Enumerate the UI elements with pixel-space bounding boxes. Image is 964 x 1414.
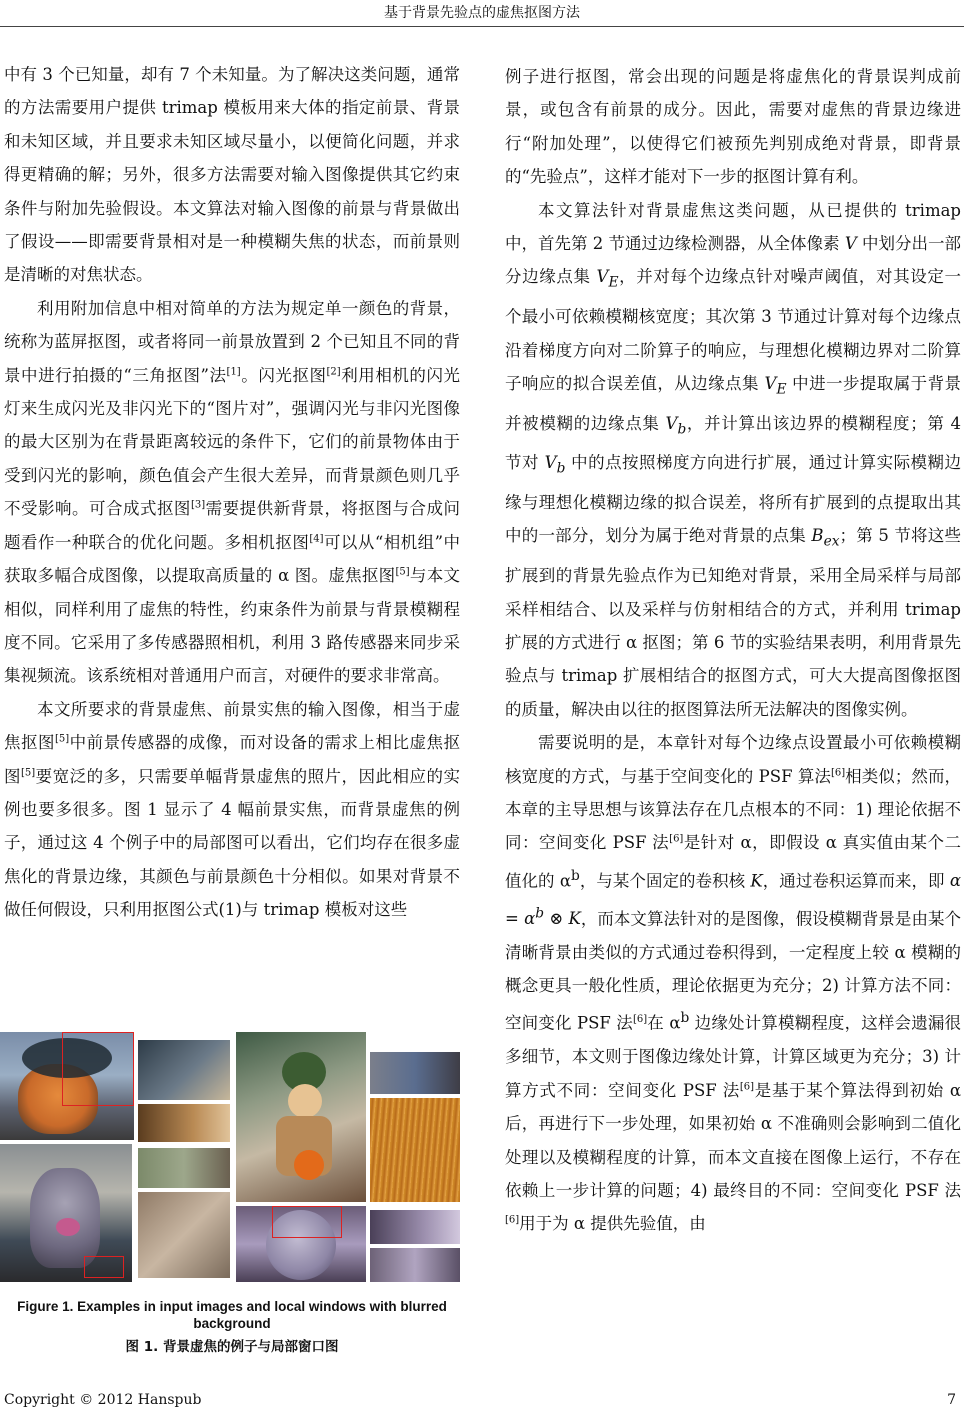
citation[interactable]: [6] — [830, 767, 846, 779]
figure-caption-chinese: 图 1. 背景虚焦的例子与局部窗口图 — [125, 1339, 339, 1355]
example-photo-3 — [0, 1144, 132, 1282]
left-paragraph-1: 中有 3 个已知量，却有 7 个未知量。为了解决这类问题，通常的方法需要用户提供 trimap 模板用来大体的指定前景、背景和未知区域，并且要求未知区域尽量小，以便简化问题，并求得更精确的解；另外，很多方法需要对输入图像提供其它约束条件与附加先验假设。本文算法对输入图像的前景与背景做出了假设——即需要背景相对是一种模糊失焦的状态，而前景则是清晰的对焦状态。 — [4, 65, 460, 285]
example-photo-1 — [0, 1032, 134, 1140]
right-paragraph-2: 本文算法针对背景虚焦这类问题，从已提供的 trimap 中，首先第 2 节通过边缘检测器，从全体像素 V 中划分出一部分边缘点集 $V_E$，并对每个边缘点针对噪声阈值，对其设定一个最小可依赖模糊核宽度；其次第 3 节通过计算对每个边缘点沿着梯度方向对二阶算子的响应，与理想化模糊边界对二阶算子响应的拟合误差值，从边缘点集 $V_E$ 中进一步提取属于背景并被模糊的边缘点集 $V_b$，并计算出该边界的模糊程度；第 4 节对 $V_b$ 中的点按照梯度方向进行扩展，通过计算实际模糊边缘与理想化模糊边缘的拟合误差，将所有扩展到的点提取出其中的一部分，划分为属于绝对背景的点集 $B_{ex}$；第 5 节将这些扩展到的背景先验点作为已知绝对背景，采用全局采样与局部采样相结合、以及采样与仿射相结合的方式，并利用 trimap 扩展的方式进行 α 抠图；第 6 节的实验结果表明，利用背景先验点与 trimap 扩展相结合的抠图方式，可大大提高图像抠图的质量，解决由以往的抠图算法所无法解决的图像实例。 — [505, 200, 962, 719]
citation[interactable]: [5] — [21, 767, 36, 779]
header-title: 基于背景先验点的虚焦抠图方法 — [384, 5, 580, 21]
citation[interactable]: [3] — [190, 499, 206, 511]
example-crop-6 — [138, 1192, 230, 1278]
example-photo-2 — [236, 1032, 366, 1202]
example-crop-1 — [138, 1040, 230, 1100]
example-crop-3 — [370, 1052, 460, 1094]
example-crop-7 — [370, 1210, 460, 1244]
left-paragraph-3: 本文所要求的背景虚焦、前景实焦的输入图像，相当于虚焦抠图[5]中前景传感器的成像，而对设备的需求上相比虚焦抠图[5]要宽泛的多，只需要单幅背景虚焦的照片，因此相应的实例也要多很多。图 1 显示了 4 幅前景实焦，而背景虚焦的例子，通过这 4 个例子中的局部图可以看出，它们均存在很多虚焦化的背景边缘，其颜色与前景颜色十分相似。如果对背景不做任何假设，只利用抠图公式(1)与 trimap 模板对这些 — [4, 699, 461, 920]
running-header — [0, 0, 964, 27]
citation[interactable]: [6] — [669, 833, 684, 845]
example-photo-4 — [236, 1206, 366, 1282]
example-crop-8 — [370, 1248, 460, 1282]
right-paragraph-3: 需要说明的是，本章针对每个边缘点设置最小可依赖模糊核宽度的方式，与基于空间变化的 PSF 算法[6]相类似；然而，本章的主导思想与该算法存在几点根本的不同：1) 理论依据不同：空间变化 PSF 法[6]是针对 α，即假设 α 真实值由某个二值化的 $\alpha^b$，与某个固定的卷积核 K，通过卷积运算而来，即 $\alpha = \alpha^b$ ⊗ K，而本文算法针对的是图像，假设模糊背景是由某个清晰背景由类似的方式通过卷积得到，一定程度上较 α 模糊的概念更具一般化性质，理论依据更为充分；2) 计算方法不同：空间变化 PSF 法[6]在 $\alpha^b$ 边缘处计算模糊程度，这样会遗漏很多细节，本文则于图像边缘处计算，计算区域更为充分；3) 计算方式不同：空间变化 PSF 法[6]是基于某个算法得到初始 α 后，再进行下一步处理，如果初始 α 不准确则会影响到二值化处理以及模糊程度的计算，而本文直接在图像上运行，不存在依赖上一步计算的问题；4) 最终目的不同：空间变化 PSF 法[6]用于为 α 提供先验值，由 — [505, 733, 962, 1234]
example-crop-5 — [138, 1148, 230, 1188]
citation[interactable]: [6] — [505, 1214, 520, 1226]
local-window-box — [62, 1032, 134, 1106]
citation[interactable]: [1] — [226, 366, 241, 378]
citation[interactable]: [6] — [739, 1081, 755, 1093]
citation[interactable]: [5] — [54, 733, 70, 745]
figure-1-images — [0, 1032, 464, 1282]
example-crop-4 — [370, 1098, 460, 1202]
citation[interactable]: [5] — [395, 566, 410, 578]
page-number: 7 — [947, 1392, 956, 1408]
figure-caption-english: Figure 1. Examples in input images and local windows with blurred background — [17, 1299, 447, 1331]
left-column — [4, 58, 460, 927]
example-crop-2 — [138, 1104, 230, 1142]
right-paragraph-1: 例子进行抠图，常会出现的问题是将虚焦化的背景误判成前景，或包含有前景的成分。因此，需要对虚焦的背景边缘进行“附加处理”，以使得它们被预先判别成绝对背景，即背景的“先验点”，这样才能对下一步的抠图计算有利。 — [505, 67, 961, 187]
left-paragraph-2: 利用附加信息中相对简单的方法为规定单一颜色的背景，统称为蓝屏抠图，或者将同一前景放置到 2 个已知且不同的背景中进行拍摄的“三角抠图”法[1]。闪光抠图[2]利用相机的闪光灯来生成闪光及非闪光下的“图片对”，强调闪光与非闪光图像的最大区别为在背景距离较远的条件下，它们的前景物体由于受到闪光的影响，颜色值会产生很大差异，而背景颜色则几乎不受影响。可合成式抠图[3]需要提供新背景，将抠图与合成问题看作一种联合的优化问题。多相机抠图[4]可以从“相机组”中获取多幅合成图像，以提取高质量的 α 图。虚焦抠图[5]与本文相似，同样利用了虚焦的特性，约束条件为前景与背景模糊程度不同。它采用了多传感器照相机，利用 3 路传感器来同步采集视频流。该系统相对普通用户而言，对硬件的要求非常高。 — [4, 298, 461, 686]
citation[interactable]: [2] — [326, 366, 341, 378]
right-column — [505, 60, 961, 1241]
copyright-footer: Copyright © 2012 Hanspub — [4, 1392, 202, 1408]
formula: $\alpha = \alpha^b$ ⊗ K — [505, 871, 961, 929]
citation[interactable]: [6] — [632, 1014, 648, 1026]
local-window-box — [272, 1206, 342, 1238]
local-window-box — [84, 1256, 124, 1278]
citation[interactable]: [4] — [309, 533, 324, 545]
